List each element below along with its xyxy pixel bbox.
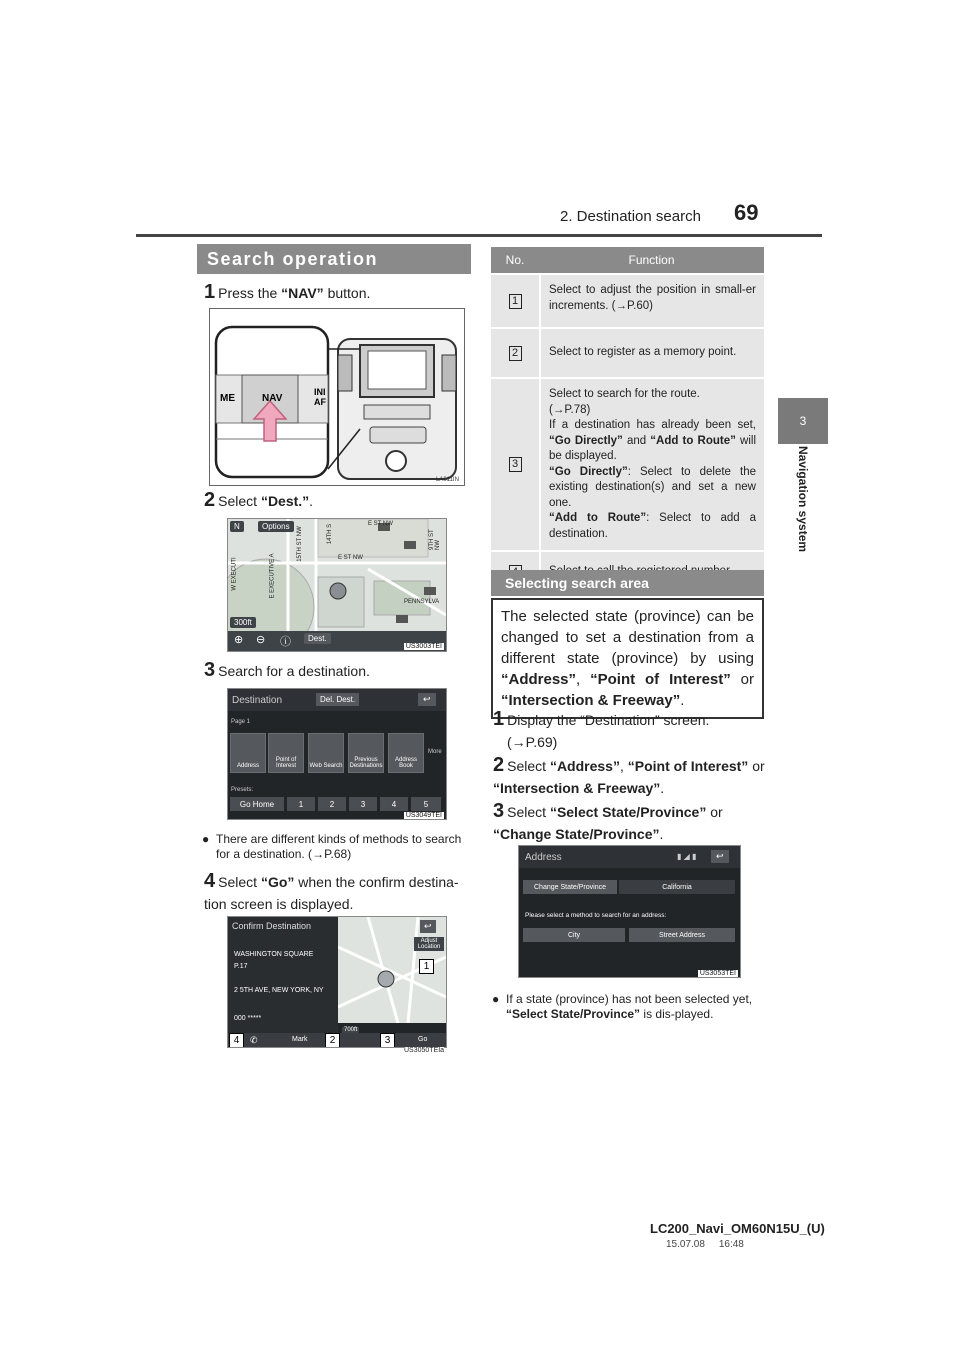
row-number: 1: [509, 294, 522, 309]
presets-label: Presets:: [231, 787, 254, 793]
chapter-label: Navigation system: [796, 446, 810, 553]
right-step-2: 2 Select “Address”, “Point of Interest” or “Intersection & Freeway”.: [493, 754, 765, 796]
subsection-heading: Selecting search area: [491, 570, 764, 596]
illus-label-af: AF: [314, 397, 326, 407]
status-icons: ▮ ◢ ▮: [677, 852, 697, 861]
method-prompt: Please select a method to search for an address:: [525, 912, 667, 919]
callout-marker-2: 2: [325, 1033, 340, 1048]
tile-address-book[interactable]: Address Book: [388, 733, 424, 773]
header-rule: [136, 234, 822, 237]
street-label: E EXECUTIVE A: [269, 553, 276, 599]
phone-number: 000 *****: [234, 1015, 262, 1022]
function-table: [491, 247, 764, 592]
back-icon[interactable]: ↩: [420, 920, 436, 933]
back-icon[interactable]: ↩: [711, 850, 729, 863]
table-row: [491, 327, 764, 377]
street-label: E ST NW: [368, 521, 393, 527]
illus-label-ini: INI: [314, 387, 326, 397]
mark-button[interactable]: Mark: [292, 1036, 308, 1043]
go-button[interactable]: Go: [418, 1036, 428, 1043]
illus-label-me: ME: [220, 393, 235, 404]
step-3: 3 Search for a destination.: [204, 659, 370, 681]
section-heading: Search operation: [197, 244, 471, 274]
info-box: The selected state (province) can be changed to set a destination from a different state (province) by using “Address”, “Point of Interest” or “Intersection & Freeway”.: [491, 598, 764, 719]
tile-previous-destinations[interactable]: Previous Destinations: [348, 733, 384, 773]
preset-2[interactable]: 2: [318, 797, 346, 811]
table-header: [491, 247, 764, 273]
street-label: 14TH S: [327, 523, 334, 545]
street-label: W EXECUTI: [231, 557, 238, 591]
city-button[interactable]: City: [523, 928, 625, 942]
place-name: WASHINGTON SQUARE: [234, 951, 314, 958]
compass-button[interactable]: N: [230, 521, 244, 532]
confirm-destination-screen: [227, 916, 447, 1048]
options-button[interactable]: Options: [258, 521, 294, 532]
info-icon[interactable]: ⓘ: [280, 636, 291, 648]
street-address-button[interactable]: Street Address: [629, 928, 735, 942]
map-scale: 700ft: [344, 1027, 358, 1033]
callout-marker-4: 4: [229, 1033, 244, 1048]
col-header-no: No.: [505, 253, 525, 267]
tile-web-search[interactable]: Web Search: [308, 733, 344, 773]
change-state-button[interactable]: Change State/Province: [523, 880, 617, 894]
image-code: US3053TEI: [699, 970, 736, 977]
callout-marker-1: 1: [419, 959, 434, 974]
address-line: 2 5TH AVE, NEW YORK, NY: [234, 987, 324, 994]
screen-title: Destination: [232, 695, 283, 706]
adjust-location-button[interactable]: Adjust Location: [414, 937, 444, 951]
right-step-1: 1 Display the “Destination” screen. (→P.69): [493, 708, 710, 750]
dest-button[interactable]: Dest.: [304, 633, 331, 644]
image-code: LA011IN: [436, 477, 459, 483]
illus-label-nav: NAV: [262, 393, 283, 404]
phone-icon[interactable]: ✆: [250, 1035, 258, 1045]
more-button[interactable]: More: [428, 749, 442, 755]
step-4: 4 Select “Go” when the confirm destina-tion screen is displayed.: [204, 870, 459, 912]
page-number: 69: [734, 200, 759, 225]
bullet-state: ● If a state (province) has not been selected yet, “Select State/Province” is dis-played.: [492, 992, 753, 1021]
bullet-methods: ● There are different kinds of methods to search for a destination. (→P.68): [202, 832, 462, 861]
row-number: 2: [509, 346, 522, 361]
map-screen: [227, 518, 447, 652]
zoom-out-icon[interactable]: ⊖: [256, 634, 266, 646]
page-indicator: Page 1: [231, 719, 251, 725]
state-value: California: [619, 880, 735, 894]
preset-3[interactable]: 3: [349, 797, 377, 811]
screen-title: Confirm Destination: [232, 921, 312, 931]
table-row: [491, 273, 764, 327]
page-ref: P.17: [234, 963, 248, 970]
street-label: E ST NW: [338, 555, 363, 561]
print-stamp: 15.07.08 16:48: [666, 1239, 744, 1250]
tile-poi[interactable]: Point of Interest: [268, 733, 304, 773]
image-code: US3049TEI: [405, 812, 442, 819]
street-label: PENNSYLVA: [404, 599, 440, 605]
street-label: 9TH ST NW: [429, 529, 441, 550]
map-scale: 300ft: [230, 617, 256, 628]
preset-go-home[interactable]: Go Home: [230, 797, 284, 811]
image-code: US3050TEIa: [404, 1047, 445, 1054]
del-dest-button[interactable]: Del. Dest.: [316, 693, 359, 706]
zoom-in-icon[interactable]: ⊕: [234, 634, 244, 646]
step-2: 2 Select “Dest.”.: [204, 489, 314, 511]
callout-marker-3: 3: [380, 1033, 395, 1048]
step-1: 1 Press the “NAV” button.: [204, 281, 371, 303]
row-number: 3: [509, 457, 522, 472]
image-code: US3003TEI: [405, 643, 442, 650]
chapter-tab: 3: [778, 398, 828, 444]
row-function: Select to adjust the position in small-er increments. (→P.60): [549, 284, 756, 312]
address-screen: [518, 845, 741, 978]
right-step-3: 3 Select “Select State/Province” or “Change State/Province”.: [493, 800, 723, 842]
row-function: Select to search for the route. (→P.78) If a destination has already been set, “Go Directly” and “Add to Route” will be displayed. “Go Directly”: Select to delete the existing destination(s) and set a new one. “Add to Route”: Select to add a destination.: [549, 388, 757, 540]
street-label: 15TH ST NW: [296, 526, 303, 562]
row-function: Select to register as a memory point.: [549, 346, 737, 359]
destination-screen: [227, 688, 447, 820]
preset-5[interactable]: 5: [411, 797, 441, 811]
section-title: 2. Destination search: [560, 208, 701, 225]
preset-1[interactable]: 1: [287, 797, 315, 811]
screen-title: Address: [525, 852, 562, 863]
nav-button-illustration: [209, 308, 465, 486]
col-header-function: Function: [628, 253, 675, 267]
preset-4[interactable]: 4: [380, 797, 408, 811]
document-id: LC200_Navi_OM60N15U_(U): [650, 1221, 825, 1236]
table-row: [491, 377, 764, 550]
tile-address[interactable]: Address: [230, 733, 266, 773]
back-icon[interactable]: ↩: [418, 693, 436, 706]
